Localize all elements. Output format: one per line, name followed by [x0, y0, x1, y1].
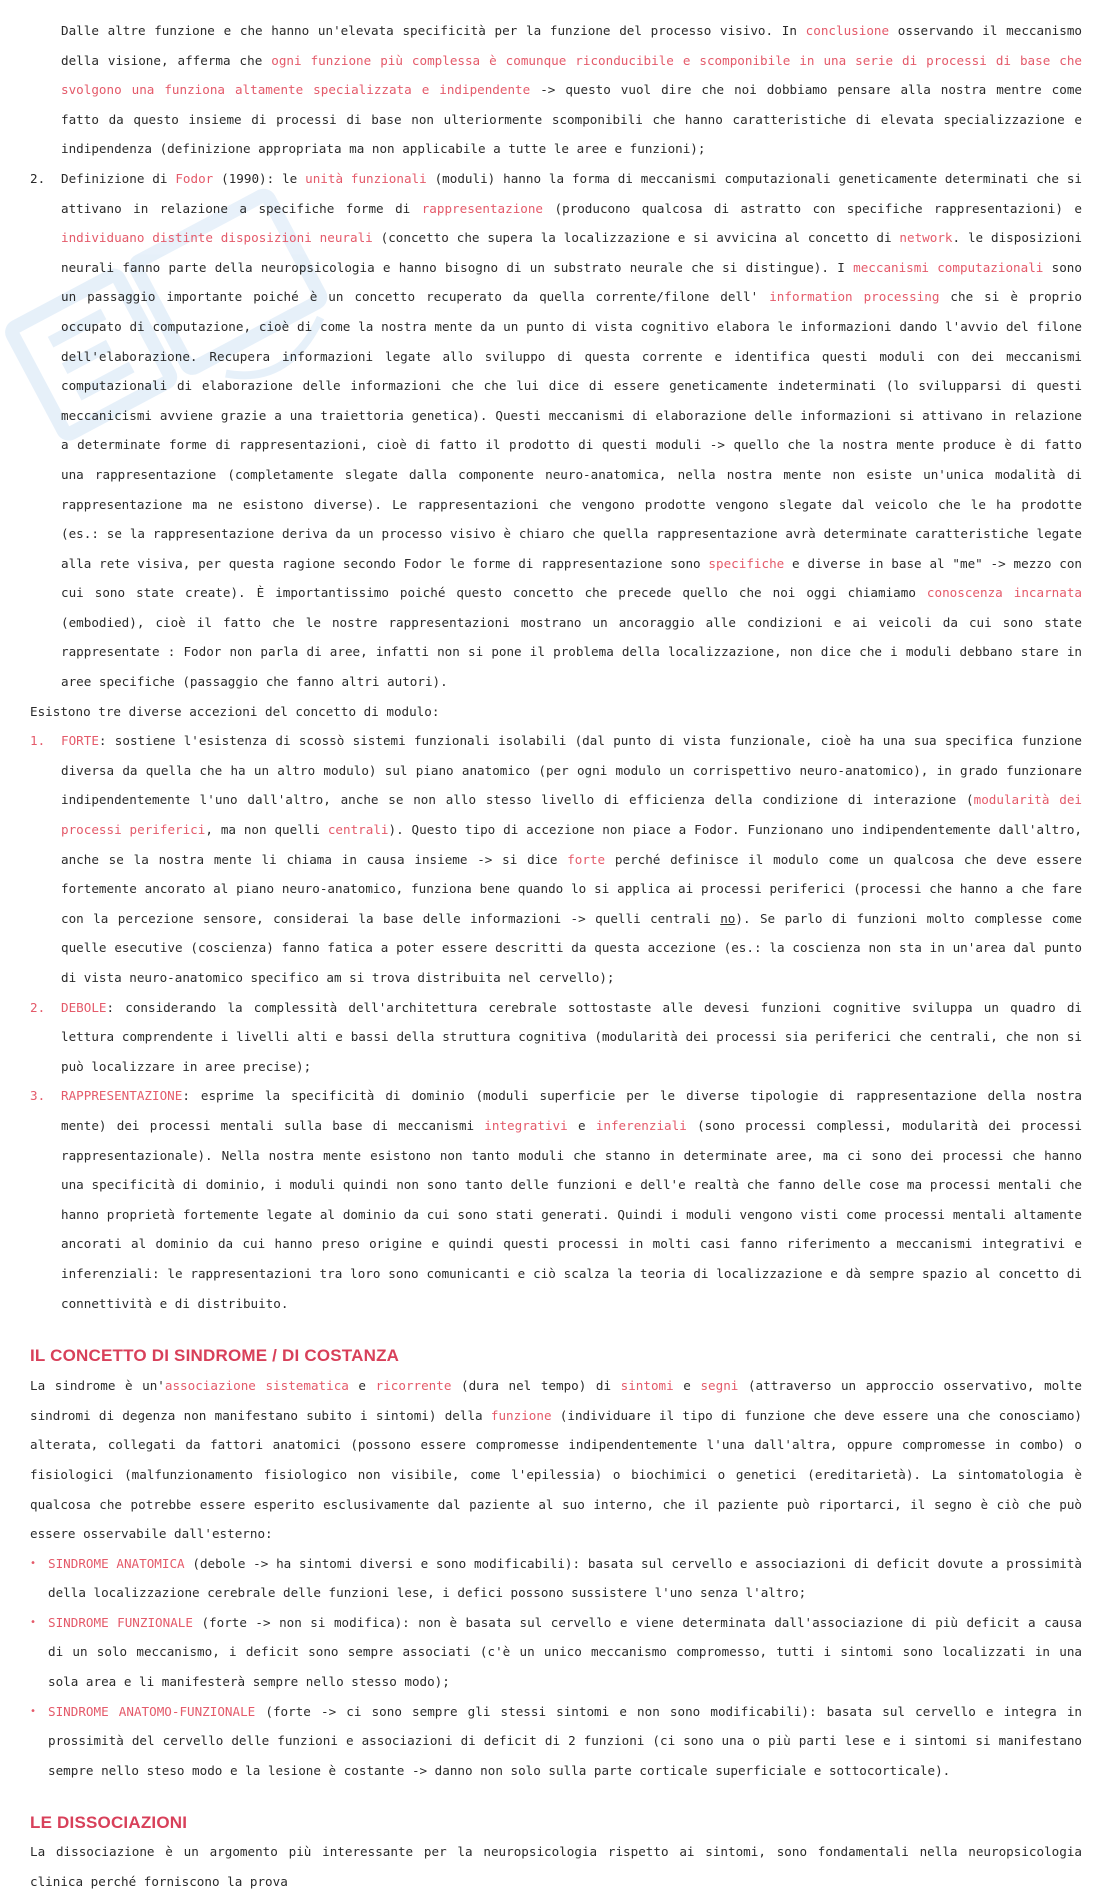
bullet-item-anatomica: • SINDROME ANATOMICA (debole -> ha sintomi diversi e sono modificabili): basata sul cervello e associazioni di deficit dovute a prossimità della localizzazione cerebrale delle funzioni lese, i defici possono sussistere l'uno senza l'altro;: [30, 1549, 1082, 1608]
bullet-icon: •: [30, 1616, 37, 1628]
paragraph-intro-accezioni: Esistono tre diverse accezioni del concetto di modulo:: [30, 703, 440, 719]
bullet-item-funzionale: • SINDROME FUNZIONALE (forte -> non si modifica): non è basata sul cervello e viene determinata dall'associazione di più deficit a causa di un solo meccanismo, i deficit sono sempre associati (c'è un unico meccanismo compromesso, tutti i sintomi sono localizzati in una sola area e li manifesterà sempre nello stesso modo);: [30, 1608, 1082, 1697]
heading-sindrome: IL CONCETTO DI SINDROME / DI COSTANZA: [30, 1346, 400, 1366]
list-item-debole: 2. DEBOLE: considerando la complessità dell'architettura cerebrale sottostaste alle devesi funzioni cognitive sviluppa un quadro di lettura comprendente i livelli alti e bassi della struttura cognitiva (modularità dei processi sia periferici che centrali, che non si può localizzare in aree precise);: [30, 999, 1082, 1074]
heading-dissociazioni: LE DISSOCIAZIONI: [30, 1813, 188, 1833]
bullet-icon: •: [30, 1705, 37, 1717]
bullet-icon: •: [30, 1557, 37, 1569]
list-item-forte: 1. FORTE: sostiene l'esistenza di scossò sistemi funzionali isolabili (dal punto di vista funzionale, cioè ha una sua specifica funzione diversa da quella che ha un altro modulo) sul piano anatomico (per ogni modulo un corrispettivo neuro-anatomico), in grado funzionare indipendentemente l'uno dall'altro, anche se non allo stesso livello di efficienza della condizione di interazione (modularità dei processi periferici, ma non quelli centrali). Questo tipo di accezione non piace a Fodor. Funzionano uno indipendentemente dall'altro, anche se la nostra mente li chiama in causa insieme -> si dice forte perché definisce il modulo come un qualcosa che deve essere fortemente ancorato al piano neuro-anatomico, funziona bene quando lo si applica ai processi periferici (processi che hanno a che fare con la percezione sensore, considerai la base delle informazioni -> quelli centrali no). Se parlo di funzioni molto complesse come quelle esecutive (coscienza) fanno fatica a poter essere descritti da questa accezione (es.: la coscienza non sta in un'area dal punto di vista neuro-anatomico specifico am si trova distribuita nel cervello);: [30, 733, 1082, 985]
paragraph-sindrome: La sindrome è un'associazione sistematica e ricorrente (dura nel tempo) di sintomi e segni (attraverso un approccio osservativo, molte sindromi di degenza non manifestano subito i sintomi) della funzione (individuare il tipo di funzione che deve essere una che conosciamo) alterata, collegati da fattori anatomici (possono essere compromesse indipendentemente l'una dall'altra, oppure compromesse in combo) o fisiologici (malfunzionamento fisiologico non visibile, come l'epilessia) o biochimici o genetici (ereditarietà). La sintomatologia è qualcosa che potrebbe essere esperito esclusivamente dal paziente al suo interno, che il paziente può riportarci, il segno è ciò che può essere osservabile dall'esterno:: [30, 1378, 1082, 1542]
bullet-item-anatomo-funzionale: • SINDROME ANATOMO-FUNZIONALE (forte -> ci sono sempre gli stessi sintomi e non sono modificabili): basata sul cervello e integra in prossimità del cervello delle funzioni e associazioni di deficit di 2 funzioni (ci sono una o più parti lese e i sintomi si manifestano sempre nello steso modo e la lesione è costante -> danno non solo sulla parte corticale superficiale e sottocorticale).: [30, 1697, 1082, 1786]
list-item-rappresentazione: 3. RAPPRESENTAZIONE: esprime la specificità di dominio (moduli superficie per le diverse tipologie di rappresentazione della nostra mente) dei processi mentali sulla base di meccanismi integrativi e inferenziali (sono processi complessi, modularità dei processi rappresentazionale). Nella nostra mente esistono non tanto moduli che stanno in determinate aree, ma ci sono dei processi che hanno una specificità di dominio, i moduli quindi non sono tanto delle funzioni e dell'e realtà che fanno delle cose ma processi mentali che hanno proprietà fortemente legate al dominio da cui sono stati generati. Quindi i moduli vengono visti come processi mentali altamente ancorati al dominio da cui hanno preso origine e quindi questi processi in molti casi fanno riferimento a meccanismi integrativi e inferenziali: le rappresentazioni tra loro sono comunicanti e ciò scalza la teoria di localizzazione e dà sempre spazio al concetto di connettività e di distribuito.: [30, 1088, 1082, 1311]
list-item-fodor: 2. Definizione di Fodor (1990): le unità funzionali (moduli) hanno la forma di meccanismi computazionali geneticamente determinati che si attivano in relazione a specifiche forme di rappresentazione (producono qualcosa di astratto con specifiche rappresentazioni) e individuano distinte disposizioni neurali (concetto che supera la localizzazione e si avvicina al concetto di network. le disposizioni neurali fanno parte della neuropsicologia e hanno bisogno di un substrato neurale che si distingue). I meccanismi computazionali sono un passaggio importante poiché è un concetto recuperato da quella corrente/filone dell' information processing che si è proprio occupato di computazione, cioè di come la nostra mente da un punto di vista cognitivo elabora le informazioni dando l'avvio del filone dell'elaborazione. Recupera informazioni legate allo sviluppo di questa corrente e identifica questi moduli con dei meccanismi computazionali di elaborazione delle informazioni che che lui dice di essere geneticamente indeterminati (lo svilupparsi di questi meccanicismi avviene grazie a una traiettoria genetica). Questi meccanismi di elaborazione delle informazioni si attivano in relazione a determinate forme di rappresentazioni, cioè di fatto il prodotto di questi moduli -> quello che la nostra mente produce è di fatto una rappresentazione (completamente slegate dalla componente neuro-anatomica, nella nostra mente non esiste un'unica modalità di rappresentazione ma ne esistono diverse). Le rappresentazioni che vengono prodotte vengono slegate dal veicolo che le ha prodotte (es.: se la rappresentazione deriva da un processo visivo è chiaro che quella rappresentazione avrà determinate caratteristiche legate alla rete visiva, per questa ragione secondo Fodor le forme di rappresentazione sono specifiche e diverse in base al "me" -> mezzo con cui sono state create). È importantissimo poiché questo concetto che precede quello che noi oggi chiamiamo conoscenza incarnata (embodied), cioè il fatto che le nostre rappresentazioni mostrano un ancoraggio alle condizioni e ai veicoli da cui sono state rappresentate : Fodor non parla di aree, infatti non si pone il problema della localizzazione, non dice che i moduli debbano stare in aree specifiche (passaggio che fanno altri autori).: [30, 170, 1082, 690]
document-content: [30, 16, 1082, 1897]
paragraph-dissociazioni: La dissociazione è un argomento più interessante per la neuropsicologia rispetto ai sintomi, sono fondamentali nella neuropsicologia clinica perché forniscono la prova: [30, 1844, 1082, 1890]
paragraph-continuation: Dalle altre funzione e che hanno un'elevata specificità per la funzione del processo visivo. In conclusione osservando il meccanismo della visione, afferma che ogni funzione più complessa è comunque riconducibile e scomponibile in una serie di processi di base che svolgono una funziona altamente specializzata e indipendente -> questo vuol dire che noi dobbiamo pensare alla nostra mentre come fatto da questo insieme di processi di base non ulteriormente scomponibili che hanno caratteristiche di elevata specializzazione e indipendenza (definizione appropriata ma non applicabile a tutte le aree e funzioni);: [61, 23, 1082, 157]
